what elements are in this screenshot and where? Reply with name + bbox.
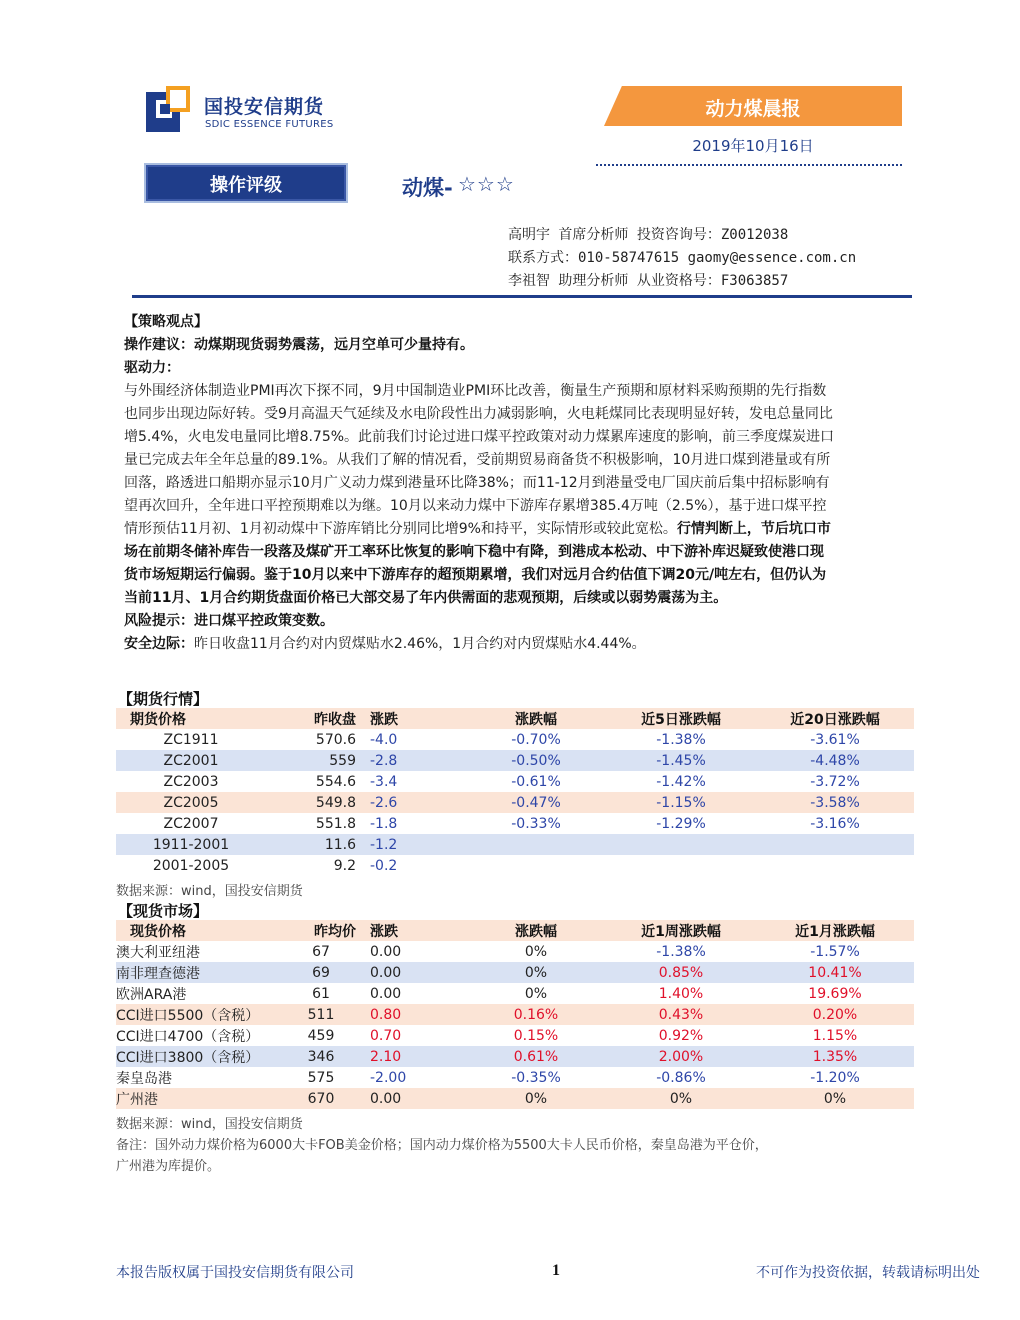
pct5d-cell: -1.38% [656, 731, 706, 748]
market-cell: 欧洲ARA港 [116, 986, 187, 1003]
empty-cell [756, 834, 914, 855]
change-cell: -2.6 [370, 794, 398, 811]
change-cell: 2.10 [370, 1048, 402, 1065]
price-cell: 346 [307, 1048, 335, 1065]
price-cell: 575 [307, 1069, 335, 1086]
contract-cell: ZC2005 [163, 794, 219, 811]
spot-section-title: 【现货市场】 [118, 902, 209, 920]
price-cell: 69 [312, 964, 330, 981]
pct-cell: 0% [524, 1090, 548, 1107]
close-cell: 559 [329, 752, 356, 769]
pct1m-cell: 0% [823, 1090, 847, 1107]
change-cell: 0.00 [370, 1090, 402, 1107]
pct1m-cell: 1.15% [812, 1027, 858, 1044]
table-row [116, 941, 914, 962]
table-row [116, 750, 914, 771]
pct-cell: 0% [524, 964, 548, 981]
pct1m-cell: 1.35% [812, 1048, 858, 1065]
table-row [116, 1088, 914, 1109]
spread-cell: 1911-2001 [152, 836, 230, 853]
footer-disclaimer: 不可作为投资依据，转载请标明出处 [756, 1265, 980, 1281]
table-row [116, 813, 914, 834]
close-cell: 549.8 [315, 794, 356, 811]
table-row [116, 983, 914, 1004]
price-cell: 61 [312, 985, 330, 1002]
close-cell: 11.6 [324, 836, 356, 853]
price-cell: 67 [312, 943, 330, 960]
futures-header-row [116, 708, 914, 729]
rating-stars: ☆☆☆ [458, 172, 515, 196]
pct1m-cell: -1.57% [810, 943, 860, 960]
market-cell: CCI进口4700（含税） [116, 1028, 260, 1045]
col-header: 近5日涨跌幅 [641, 711, 721, 728]
col-header: 期货价格 [130, 711, 186, 728]
empty-cell [466, 834, 606, 855]
pct5d-cell: -1.45% [656, 752, 706, 769]
change-cell: -1.8 [370, 815, 398, 832]
page-number: 1 [552, 1262, 560, 1279]
spot-note-2: 广州港为库提价。 [116, 1159, 221, 1174]
pct5d-cell: -1.42% [656, 773, 706, 790]
report-date: 2019年10月16日 [692, 137, 814, 155]
analyst-line-2: 李祖智 助理分析师 从业资格号：F3063857 [508, 273, 789, 289]
pct1w-cell: -1.38% [656, 943, 706, 960]
strategy-line: 当前11月、1月合约期货盘面价格已大部交易了年内供需面的悲观预期，后续或以弱势震荡为主。 [124, 590, 728, 606]
change-cell: -2.00 [370, 1069, 407, 1086]
pct-cell: -0.61% [511, 773, 561, 790]
contract-cell: ZC2001 [163, 752, 219, 769]
pct1m-cell: 0.20% [812, 1006, 858, 1023]
pct1w-cell: -0.86% [656, 1069, 706, 1086]
analyst-line-1: 高明宇 首席分析师 投资咨询号：Z0012038 [508, 227, 789, 243]
col-header: 近20日涨跌幅 [790, 711, 880, 728]
strategy-advice: 操作建议：动煤期现货弱势震荡，远月空单可少量持有。 [124, 337, 474, 353]
market-cell: 澳大利亚纽港 [116, 944, 200, 961]
pct1w-cell: 0% [669, 1090, 693, 1107]
table-row [116, 962, 914, 983]
change-cell: -4.0 [370, 731, 398, 748]
spot-source: 数据来源：wind，国投安信期货 [116, 1117, 303, 1132]
rating-commodity: 动煤- [402, 176, 453, 200]
table-row [116, 792, 914, 813]
market-cell: 南非理查德港 [116, 965, 200, 982]
strategy-line: 情形预估11月初、1月初动煤中下游库销比分别同比增9%和持平，实际情形或较此宽松。行情判断上，节后坑口市 [124, 521, 831, 537]
rating-label: 操作评级 [210, 175, 282, 196]
col-header: 近1月涨跌幅 [795, 923, 875, 940]
pct20d-cell: -3.72% [810, 773, 860, 790]
header-rule [132, 295, 912, 298]
close-cell: 551.8 [315, 815, 356, 832]
pct1w-cell: 0.85% [658, 964, 704, 981]
empty-cell [606, 855, 756, 876]
strategy-line: 货市场短期运行偏弱。鉴于10月以来中下游库存的超预期累增，我们对远月合约估值下调20元/吨左右，但仍认为 [124, 567, 827, 583]
change-cell: 0.00 [370, 964, 402, 981]
change-cell: 0.00 [370, 985, 402, 1002]
strategy-line: 望再次回升，全年进口平控预期难以为继。10月以来动力煤中下游库存累增385.4万吨（2.5%），基于进口煤平控 [124, 498, 827, 514]
market-cell: CCI进口3800（含税） [116, 1049, 260, 1066]
pct-cell: 0.61% [513, 1048, 559, 1065]
logo-text-en: SDIC ESSENCE FUTURES [205, 119, 334, 130]
col-header: 昨均价 [314, 923, 356, 940]
pct5d-cell: -1.29% [656, 815, 706, 832]
table-row [116, 771, 914, 792]
strategy-line: 量已完成去年全年总量的89.1%。从我们了解的情况看，受前期贸易商备货不积极影响，10月进口煤到港量或有所 [124, 452, 831, 468]
pct-cell: 0% [524, 943, 548, 960]
pct1m-cell: 10.41% [808, 964, 862, 981]
contract-cell: ZC1911 [163, 731, 219, 748]
pct1w-cell: 1.40% [658, 985, 704, 1002]
contract-cell: ZC2007 [163, 815, 219, 832]
empty-cell [466, 855, 606, 876]
close-cell: 570.6 [315, 731, 356, 748]
col-header: 涨跌幅 [515, 923, 557, 940]
pct1w-cell: 2.00% [658, 1048, 704, 1065]
strategy-line: 也同步出现边际好转。受9月高温天气延续及水电阶段性出力减弱影响，火电耗煤同比表现明显好转，发电总量同比 [124, 406, 833, 422]
spot-table [116, 920, 914, 1109]
spread-cell: 2001-2005 [152, 857, 230, 874]
pct20d-cell: -3.61% [810, 731, 860, 748]
change-cell: -1.2 [370, 836, 398, 853]
contract-cell: ZC2003 [163, 773, 219, 790]
dotted-divider [596, 164, 902, 166]
strategy-line: 场在前期冬储补库告一段落及煤矿开工率环比恢复的影响下稳中有降，到港成本松动、中下游补库迟疑致使港口现 [124, 544, 824, 560]
futures-source: 数据来源：wind，国投安信期货 [116, 884, 303, 899]
table-row [116, 1004, 914, 1025]
strategy-heading: 【策略观点】 [124, 314, 208, 330]
market-cell: CCI进口5500（含税） [116, 1007, 260, 1024]
spot-header-row [116, 920, 914, 941]
pct1m-cell: 19.69% [808, 985, 862, 1002]
market-cell: 广州港 [116, 1091, 158, 1108]
pct1w-cell: 0.43% [658, 1006, 704, 1023]
futures-table [116, 708, 914, 876]
footer-copyright: 本报告版权属于国投安信期货有限公司 [116, 1265, 354, 1281]
pct5d-cell: -1.15% [656, 794, 706, 811]
pct-cell: -0.35% [511, 1069, 561, 1086]
pct-cell: -0.33% [511, 815, 561, 832]
pct-cell: 0.15% [513, 1027, 559, 1044]
col-header: 现货价格 [130, 923, 186, 940]
strategy-body [124, 380, 904, 656]
driver-label: 驱动力： [124, 360, 180, 376]
market-cell: 秦皇岛港 [116, 1070, 172, 1087]
col-header: 涨跌 [370, 923, 398, 940]
analyst-contact: 联系方式：010-58747615 gaomy@essence.com.cn [508, 250, 857, 266]
pct-cell: -0.70% [511, 731, 561, 748]
pct-cell: -0.50% [511, 752, 561, 769]
close-cell: 554.6 [315, 773, 356, 790]
safety-margin: 安全边际：昨日收盘11月合约对内贸煤贴水2.46%，1月合约对内贸煤贴水4.44%。 [124, 636, 646, 652]
table-row [116, 1067, 914, 1088]
change-cell: 0.80 [370, 1006, 402, 1023]
pct-cell: 0% [524, 985, 548, 1002]
col-header: 昨收盘 [314, 711, 356, 728]
table-row [116, 1025, 914, 1046]
pct-cell: -0.47% [511, 794, 561, 811]
strategy-line: 与外围经济体制造业PMI再次下探不同，9月中国制造业PMI环比改善，衡量生产预期和原材料采购预期的先行指数 [124, 383, 827, 399]
pct1w-cell: 0.92% [658, 1027, 704, 1044]
col-header: 涨跌幅 [515, 711, 557, 728]
strategy-line: 增5.4%，火电发电量同比增8.75%。此前我们讨论过进口煤平控政策对动力煤累库速度的影响，前三季度煤炭进口 [124, 429, 835, 445]
change-cell: -2.8 [370, 752, 398, 769]
pct-cell: 0.16% [513, 1006, 559, 1023]
pct20d-cell: -3.58% [810, 794, 860, 811]
strategy-line: 回落，路透进口船期亦显示10月广义动力煤到港量环比降38%；而11-12月到港量受电厂国庆前后集中招标影响有 [124, 475, 830, 491]
table-row [116, 1046, 914, 1067]
col-header: 涨跌 [370, 711, 398, 728]
table-row [116, 855, 914, 876]
price-cell: 511 [307, 1006, 335, 1023]
close-cell: 9.2 [333, 857, 356, 874]
pct20d-cell: -4.48% [810, 752, 860, 769]
table-row [116, 834, 914, 855]
risk-warning: 风险提示：进口煤平控政策变数。 [124, 613, 334, 629]
pct1m-cell: -1.20% [810, 1069, 860, 1086]
col-header: 近1周涨跌幅 [641, 923, 721, 940]
spot-note-1: 备注：国外动力煤价格为6000大卡FOB美金价格；国内动力煤价格为5500大卡人民币价格，秦皇岛港为平仓价， [116, 1138, 768, 1153]
company-logo [146, 86, 196, 132]
logo-text-cn: 国投安信期货 [204, 96, 325, 118]
price-cell: 459 [307, 1027, 335, 1044]
change-cell: 0.70 [370, 1027, 402, 1044]
report-title: 动力煤晨报 [705, 98, 801, 120]
price-cell: 670 [307, 1090, 335, 1107]
empty-cell [756, 855, 914, 876]
pct20d-cell: -3.16% [810, 815, 860, 832]
table-row [116, 729, 914, 750]
change-cell: -3.4 [370, 773, 398, 790]
empty-cell [606, 834, 756, 855]
change-cell: -0.2 [370, 857, 398, 874]
change-cell: 0.00 [370, 943, 402, 960]
futures-section-title: 【期货行情】 [118, 690, 209, 708]
